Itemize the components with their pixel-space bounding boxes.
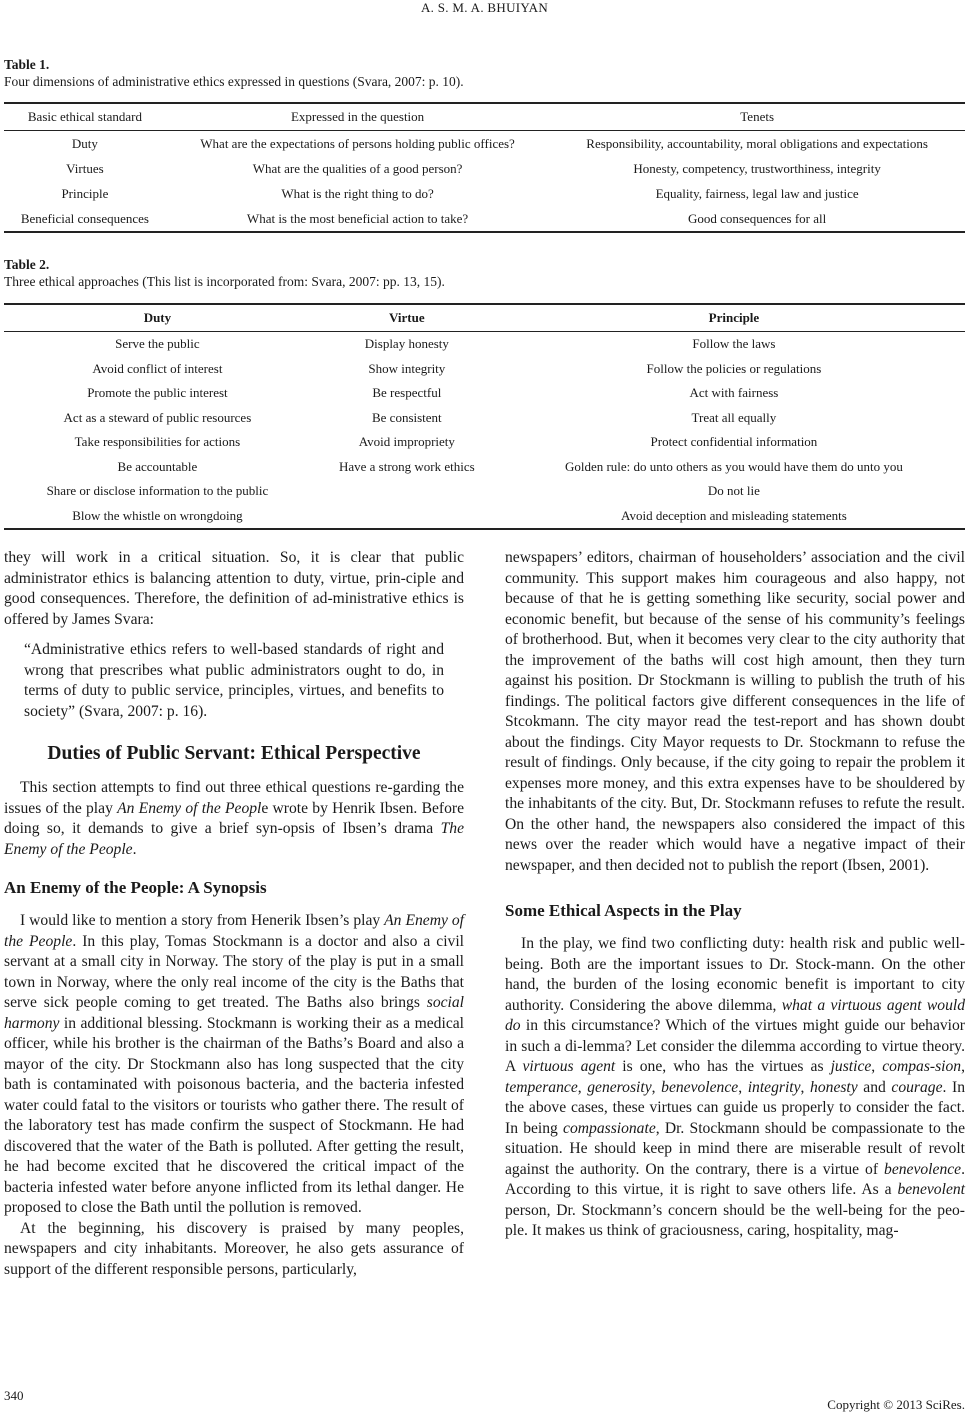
table-cell: Show integrity — [368, 360, 446, 376]
table-cell — [311, 504, 503, 530]
table-row — [4, 430, 965, 455]
table-row — [4, 357, 965, 382]
table-cell: Be consistent — [371, 409, 442, 425]
table-cell: Have a strong work ethics — [338, 458, 475, 474]
table-cell: Principle — [61, 185, 109, 201]
table2-column-header: Duty — [4, 304, 311, 332]
copyright-notice: Copyright © 2013 SciRes. — [827, 1397, 965, 1412]
table-row — [4, 156, 965, 181]
table-cell: Responsibility, accountability, moral obligations and expectations — [586, 135, 928, 151]
left-column — [4, 548, 464, 1280]
intro-paragraph: they will work in a critical situation. So, it is clear that public administrator ethics is balancing attention to duty, virtue, prin-ciple and good consequences. Therefore, the definition of ad-ministrative ethics is offered by James Svara: — [4, 549, 464, 628]
table2 — [4, 303, 965, 530]
section-paragraph: This section attempts to find out three ethical questions re-garding the issues of the play An Enemy of the People wrote by Henrik Ibsen. Before doing so, it demands to give a brief syn-opsis of Ibsen’s drama The Enemy of the People. — [4, 779, 464, 858]
table-cell: Blow the whistle on wrongdoing — [4, 504, 311, 530]
continued-paragraph: newspapers’ editors, chairman of householders’ association and the civil community. This support makes him courageous and also happy, not because of that he is getting something like security, social power and economic benefit, but because of the sense of his community’s feelings of brotherhood. But, when it becomes very clear to the city authority that the improvement of the baths will cost high amount, then they turn against his position. Dr Stockmann is willing to publish the truth of his findings. The political factors give different consequences in the life of Stcokmann. The city mayor read the test-report and has shown doubt about the findings. City Mayor requests to Dr. Stockmann to refuse the result of findings. Only because, if the city going to repair the problem it expenses more money, and this extra expenses have to be shouldered by the inhabitants of the city. But, Dr. Stockmann refuses to refute the result. On the other hand, the newspapers also considered the impact of this news over the reader which would have a negative impact of their newspaper, and then decided not to publish the report (Ibsen, 2001). — [505, 549, 965, 874]
table-row — [4, 206, 965, 232]
table-row — [4, 406, 965, 431]
table-row — [4, 455, 965, 480]
table-cell: Display honesty — [364, 336, 449, 352]
table-row — [4, 131, 965, 157]
synopsis-paragraph: I would like to mention a story from Henerik Ibsen’s play An Enemy of the People. In this play, Tomas Stockmann is a doctor and also a civil servant at a small city in Norway. The story of the play is put in a small town in Norway, where the only real income of the city is the Baths that serve sick people coming to get treated. The Baths also brings social harmony in additional blessing. Stockmann is working their as a medical officer, while his brother is the chairman of the Baths’s Board and also a mayor of the city. Dr Stockmann also has long suspected that the city bath is contaminated with poisonous bacteria, and the bacteria infested water could fatal to the visitors or tourists who gather there. The result of the laboratory test has made confirm the suspect of Stockmann. He had discovered that the water of the Bath is polluted. After getting the result, he had become excited that he discovered the critical impact of the bacteria infested water before anyone inflicted from its lethal danger. He proposed to close the Bath until the pollution is removed. — [4, 912, 464, 1216]
table2-body — [4, 332, 965, 530]
ethical-aspects-paragraph: In the play, we find two conflicting duty: health risk and public well-being. Both are the important issues to Dr. Stock-mann. On the other hand, the burden of the losing economic benefit is important to city authority. Considering the above dilemma, what a virtuous agent would do in this circumstance? Which of the virtues might guide our behavior in such a di-lemma? Let consider the dilemma according to virtue theory. A virtuous agent is one, who has the virtues as justice, compas-sion, temperance, generosity, benevolence, integrity, honesty and courage. In the above cases, these virtues can guide us properly to consider the fact. In being compassionate, Dr. Stockmann should be compassionate to the situation. He should keep in mind there are miserable result of revolt against the authority. On the contrary, there is a virtue of benevolence. According to this virtue, it is right to save others life. As a benevolent person, Dr. Stockmann’s concern should be the well-being for the peo-ple. It makes us think of graciousness, caring, hospitality, mag- — [505, 935, 966, 1239]
table-cell: Be accountable — [117, 458, 198, 474]
table2-column-header: Virtue — [311, 304, 503, 332]
table-cell: Follow the laws — [692, 336, 776, 352]
table-cell: Avoid deception and misleading statements — [503, 504, 965, 530]
table-cell: Avoid conflict of interest — [92, 360, 223, 376]
table1-label: Table 1. — [4, 57, 50, 72]
section-heading: Duties of Public Servant: Ethical Perspective — [47, 743, 421, 764]
table1-column-header: Expressed in the question — [166, 103, 549, 131]
page-number: 340 — [4, 1388, 24, 1403]
table-cell: Virtues — [66, 160, 104, 176]
table-cell: Serve the public — [115, 336, 200, 352]
table-row — [4, 504, 965, 530]
table-cell: Do not lie — [707, 483, 760, 499]
synopsis-heading: An Enemy of the People: A Synopsis — [4, 878, 267, 897]
table2-caption: Three ethical approaches (This list is incorporated from: Svara, 2007: pp. 13, 15). — [4, 274, 445, 289]
table-row — [4, 332, 965, 357]
table1-column-header: Tenets — [549, 103, 965, 131]
table-cell: Equality, fairness, legal law and justice — [655, 185, 859, 201]
table1-column-header: Basic ethical standard — [4, 103, 166, 131]
running-head: A. S. M. A. BHUIYAN — [420, 0, 549, 15]
table-cell: What are the expectations of persons holding public offices? — [200, 135, 515, 151]
table-cell: Protect confidential information — [650, 434, 818, 450]
table-cell: Be respectful — [372, 385, 442, 401]
table1-header-row — [4, 103, 965, 131]
table1-caption-block — [4, 56, 464, 90]
table-cell: Good consequences for all — [549, 206, 965, 232]
table-cell: Honesty, competency, trustworthiness, integrity — [633, 160, 881, 176]
table-cell — [311, 479, 503, 504]
ethical-aspects-heading: Some Ethical Aspects in the Play — [505, 901, 742, 920]
table1-body — [4, 131, 965, 233]
table-cell: Follow the policies or regulations — [646, 360, 822, 376]
table2-caption-block — [4, 256, 445, 290]
play-title: The Enemy of the People — [4, 820, 464, 858]
table-cell: Take responsibilities for actions — [74, 434, 241, 450]
play-title: An Enemy of the People — [4, 912, 464, 950]
table-cell: Avoid impropriety — [358, 434, 455, 450]
table-row — [4, 181, 965, 206]
svara-quote: “Administrative ethics refers to well-based standards of right and wrong that prescribes what public administrators ought to do, in terms of duty to public service, principles, virtues, and benefits to society” (Svara, 2007: p. 16). — [24, 641, 444, 720]
table2-column-header: Principle — [503, 304, 965, 332]
table1 — [4, 102, 965, 233]
table-cell: What is the right thing to do? — [281, 185, 434, 201]
table-cell: Treat all equally — [691, 409, 777, 425]
table2-header-row — [4, 304, 965, 332]
table-cell: Share or disclose information to the public — [46, 483, 269, 499]
table-cell: Beneficial consequences — [4, 206, 166, 232]
play-title: An Enemy of the Peopl — [117, 799, 262, 817]
beginning-paragraph: At the beginning, his discovery is praised by many peoples, newspapers and city inhabitants. Moreover, he also gets assurance of support of the different responsible persons, particularly, — [4, 1219, 464, 1278]
table-cell: What is the most beneficial action to take? — [166, 206, 549, 232]
table-cell: Promote the public interest — [87, 385, 228, 401]
emphasis: social harmony — [4, 994, 464, 1032]
right-column — [505, 548, 965, 1242]
table-cell: Act with fairness — [689, 385, 779, 401]
table1-caption: Four dimensions of administrative ethics expressed in questions (Svara, 2007: p. 10). — [4, 74, 464, 89]
table-row — [4, 381, 965, 406]
table-cell: Golden rule: do unto others as you would have them do unto you — [564, 458, 903, 474]
table-cell: Act as a steward of public resources — [63, 409, 252, 425]
table2-label: Table 2. — [4, 257, 50, 272]
table-cell: Duty — [71, 135, 98, 151]
table-cell: What are the qualities of a good person? — [252, 160, 463, 176]
table-row — [4, 479, 965, 504]
